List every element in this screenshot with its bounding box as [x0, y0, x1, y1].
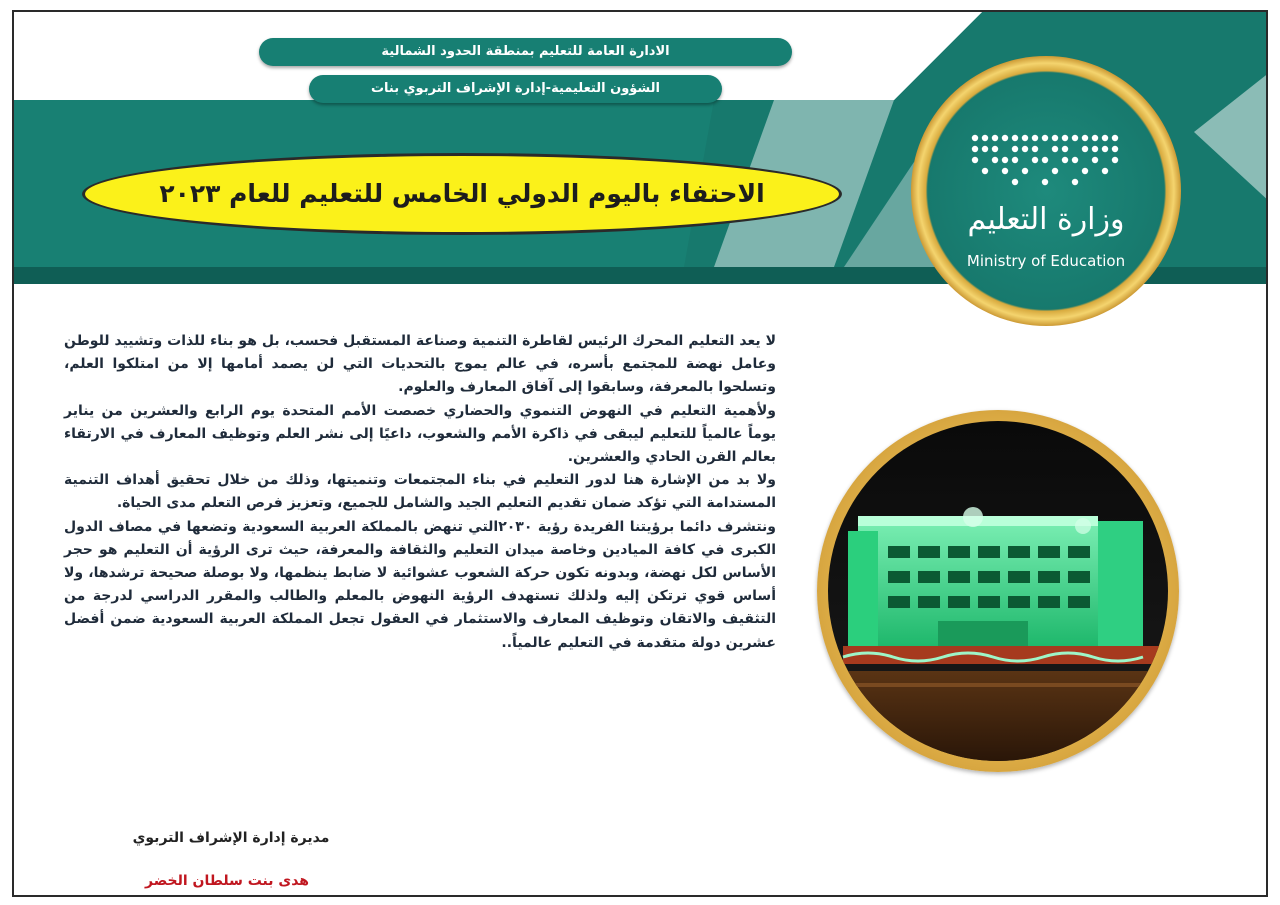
signature-role: مديرة إدارة الإشراف التربوي	[132, 830, 330, 846]
article-body	[64, 330, 776, 655]
signature-name: هدى بنت سلطان الخضر	[144, 873, 309, 889]
header-line-1: الادارة العامة للتعليم بمنطقة الحدود الشمالية	[259, 38, 792, 66]
poster-frame	[12, 10, 1268, 897]
building-photo-frame	[817, 410, 1179, 772]
paragraph-1: لا يعد التعليم المحرك الرئيس لقاطرة التنمية وصناعة المستقبل فحسب، بل هو بناء للذات وتشييد للوطن وعامل نهضة للمجتمع بأسره، في عالم يموج بالتحديات التي لن يصمد أمامها إلا من امتلكوا العلم، وتسلحوا بالمعرفة، وسابقوا إلى آفاق المعارف والعلوم.	[64, 333, 776, 396]
logo-dots-icon	[969, 132, 1124, 194]
ministry-logo	[911, 56, 1181, 326]
paragraph-2: ولأهمية التعليم في النهوض التنموي والحضاري خصصت الأمم المتحدة يوم الرابع والعشرين من يناير يوماً عالمياً للتعليم ليبقى في ذاكرة الأمم والشعوب، داعيًا إلى نشر العلم وتوظيف المعارف في الارتقاء بعالم القرن الحادي والعشرين.	[64, 402, 776, 466]
paragraph-4: ونتشرف دائما برؤيتنا الفريدة رؤية ٢٠٣٠التي تنهض بالمملكة العربية السعودية وتضعها في مصاف الدول الكبرى في كافة الميادين وخاصة ميدان التعليم والثقافة والمعرفة، حيث ترى الرؤية أن التعليم هو حجر الأساس لكل نهضة، وبدونه تكون حركة الشعوب عشوائية لا ضابط ينظمها، ولا بوصلة صحيحة ترشدها، ولا أساس قوي ترتكن إليه ولذلك تستهدف الرؤية النهوض بالمعلم والطالب والمقرر الدراسي لدرجة من التثقيف والاتقان وتوظيف المعارف والاستثمار في العقول تجعل المملكة العربية السعودية ضمن أفضل عشرين دولة متقدمة في التعليم عالمياً..	[64, 518, 776, 651]
paragraph-3: ولا بد من الإشارة هنا لدور التعليم في بناء المجتمعات وتنميتها، وذلك من خلال تحقيق أهداف التنمية المستدامة التي تؤكد ضمان تقديم التعليم الجيد والشامل للجميع، وتعزيز فرص التعلم مدى الحياة.	[64, 472, 776, 512]
building-illustration	[828, 421, 1168, 761]
building-photo	[828, 421, 1168, 761]
logo-english-text: Ministry of Education	[966, 252, 1126, 270]
logo-arabic-text: وزارة التعليم	[967, 202, 1125, 237]
header-line-2: الشؤون التعليمية-إدارة الإشراف التربوي بنات	[309, 75, 722, 103]
page-title: الاحتفاء باليوم الدولي الخامس للتعليم للعام ٢٠٢٣	[82, 153, 842, 235]
